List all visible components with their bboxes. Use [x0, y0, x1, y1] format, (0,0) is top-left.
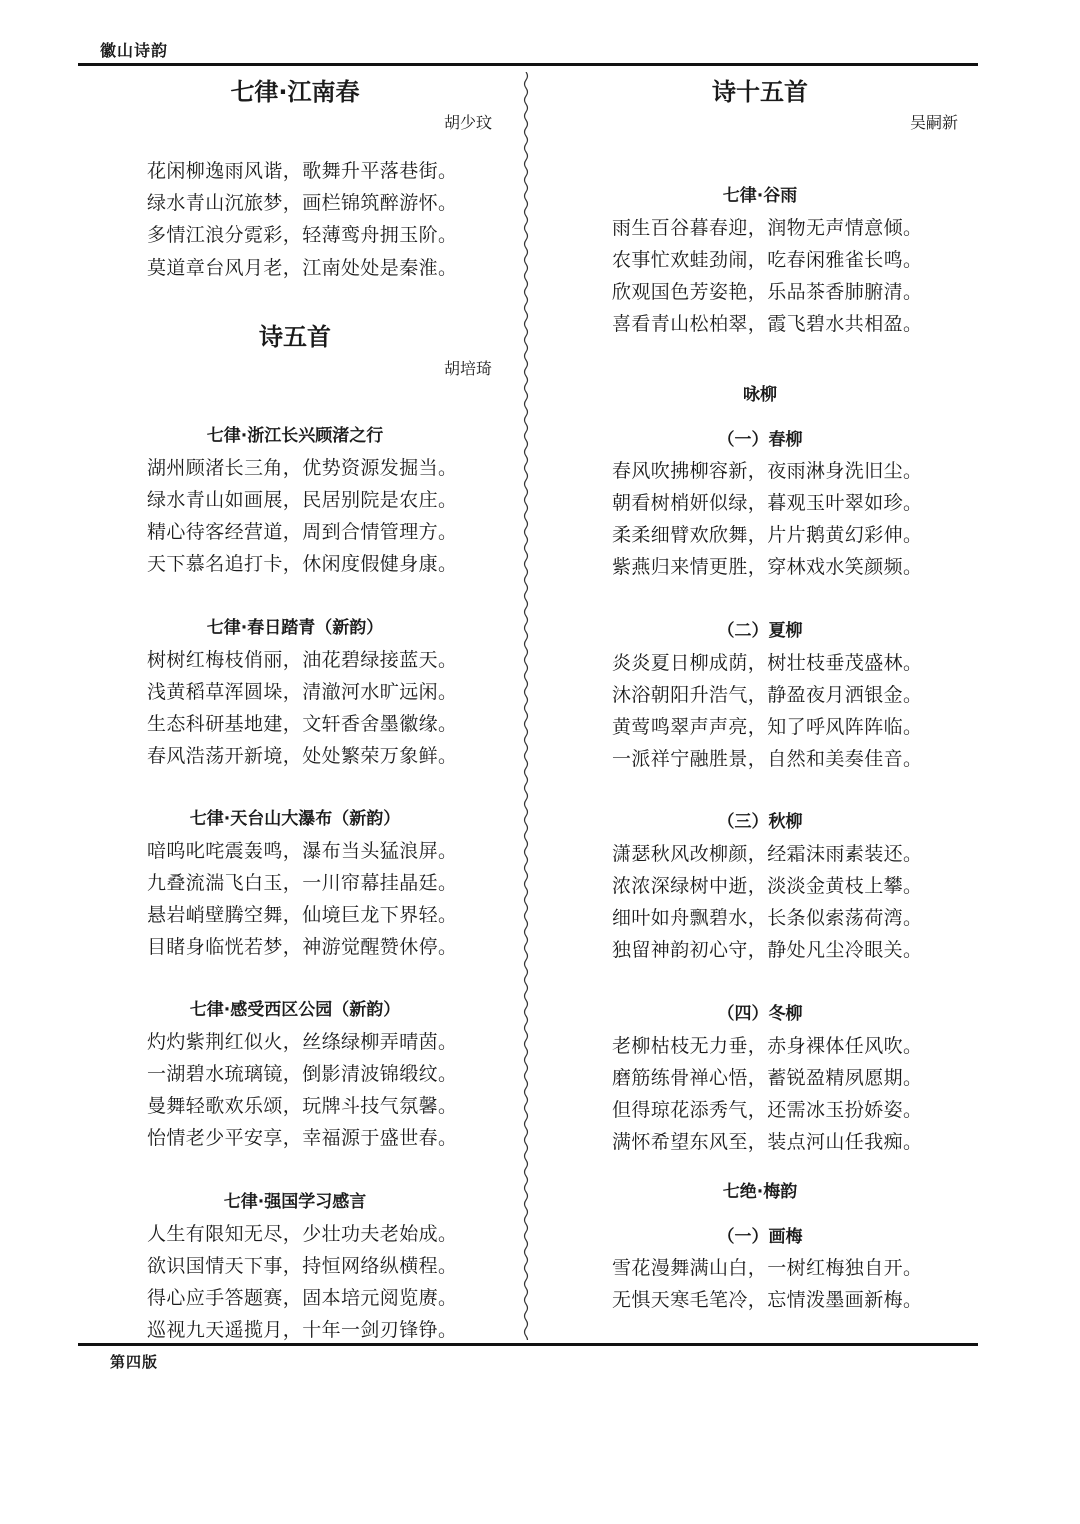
poem-line: 喑呜叱咤震轰鸣，瀑布当头猛浪屏。 — [147, 840, 458, 862]
poem-title-west-park: 七律·感受西区公园（新韵） — [189, 1000, 401, 1020]
poem-line: 九叠流湍飞白玉，一川帘幕挂晶廷。 — [147, 872, 458, 894]
poem-line: 柔柔细臂欢欣舞，片片鹅黄幻彩伸。 — [612, 524, 923, 546]
poem-line: 喜看青山松柏翠，霞飞碧水共相盈。 — [612, 313, 923, 335]
section-title-five-poems: 诗五首 — [259, 323, 331, 351]
poem-title-tiantai-waterfall: 七律·天台山大瀑布（新韵） — [189, 809, 401, 829]
subtitle-winter-willow: （四）冬柳 — [717, 1004, 803, 1024]
poem-title-yongliu: 咏柳 — [743, 385, 777, 405]
poem-title-study-reflection: 七律·强国学习感言 — [223, 1192, 367, 1212]
poem-line: 生态科研基地建，文轩香舍墨徽缘。 — [147, 713, 458, 735]
author-hu-shaomin: 胡少玟 — [443, 113, 492, 132]
poem-line: 浓浓深绿树中逝，淡淡金黄枝上攀。 — [612, 875, 923, 897]
masthead: 徽山诗韵 — [100, 41, 169, 60]
poem-line: 磨筋练骨禅心悟，蓄锐盈精夙愿期。 — [612, 1067, 923, 1089]
bottom-rule — [78, 1343, 978, 1346]
poem-line: 巡视九天遥揽月，十年一剑刃锋铮。 — [147, 1319, 458, 1341]
subtitle-paint-plum: （一）画梅 — [717, 1227, 803, 1247]
poem-line: 潇瑟秋风改柳颜，经霜沫雨素装还。 — [612, 843, 923, 865]
section-title-fifteen-poems: 诗十五首 — [712, 78, 808, 106]
poem-line: 绿水青山如画展，民居别院是农庄。 — [147, 489, 458, 511]
column-divider — [519, 72, 533, 1340]
page-footer-edition: 第四版 — [110, 1353, 159, 1371]
poem-line: 满怀希望东风至，装点河山任我痴。 — [612, 1131, 923, 1153]
poem-line: 花闲柳逸雨风谐，歌舞升平落巷街。 — [147, 160, 458, 182]
poem-line: 春风浩荡开新境，处处繁荣万象鲜。 — [147, 745, 458, 767]
poem-title-jiangnan-chun: 七律·江南春 — [230, 78, 360, 106]
poem-line: 独留神韵初心守，静处凡尘冷眼关。 — [612, 939, 923, 961]
poem-title-guzhu: 七律·浙江长兴顾渚之行 — [206, 426, 384, 446]
poem-line: 沐浴朝阳升浩气，静盈夜月洒银金。 — [612, 684, 923, 706]
subtitle-autumn-willow: （三）秋柳 — [717, 812, 803, 832]
poem-line: 湖州顾渚长三角，优势资源发掘当。 — [147, 457, 458, 479]
poem-line: 雪花漫舞满山白，一树红梅独自开。 — [612, 1257, 923, 1279]
poem-line: 春风吹拂柳容新，夜雨淋身洗旧尘。 — [612, 460, 923, 482]
poem-title-spring-outing: 七律·春日踏青（新韵） — [206, 618, 384, 638]
author-hu-peiqi: 胡培琦 — [443, 359, 492, 378]
poem-line: 灼灼紫荆红似火，丝绦绿柳弄晴茵。 — [147, 1031, 458, 1053]
poem-line: 但得琼花添秀气，还需冰玉扮娇姿。 — [612, 1099, 923, 1121]
poem-line: 细叶如舟飘碧水，长条似索荡荷湾。 — [612, 907, 923, 929]
poem-line: 老柳枯枝无力垂，赤身裸体任风吹。 — [612, 1035, 923, 1057]
poem-line: 一派祥宁融胜景，自然和美奏佳音。 — [612, 748, 923, 770]
top-rule — [78, 63, 978, 66]
poem-line: 欲识国情天下事，持恒网络纵横程。 — [147, 1255, 458, 1277]
poem-title-meiyun: 七绝·梅韵 — [722, 1182, 798, 1202]
poem-line: 精心待客经营道，周到合情管理方。 — [147, 521, 458, 543]
author-wu-sixin: 吴嗣新 — [909, 113, 958, 132]
poem-line: 多情江浪分霓彩，轻薄鸾舟拥玉阶。 — [147, 224, 458, 246]
poem-line: 炎炎夏日柳成荫，树壮枝垂茂盛林。 — [612, 652, 923, 674]
poem-line: 怡情老少平安享，幸福源于盛世春。 — [147, 1127, 458, 1149]
poem-line: 悬岩峭壁腾空舞，仙境巨龙下界轻。 — [147, 904, 458, 926]
poem-line: 莫道章台风月老，江南处处是秦淮。 — [147, 257, 458, 279]
poem-line: 浅黄稻草浑圆垛，清澈河水旷远闲。 — [147, 681, 458, 703]
poem-line: 农事忙欢蛙劲闹，吃春闲雅雀长鸣。 — [612, 249, 923, 271]
poem-line: 无惧天寒毛笔冷，忘情泼墨画新梅。 — [612, 1289, 923, 1311]
poem-line: 绿水青山沉旅梦，画栏锦筑醉游怀。 — [147, 192, 458, 214]
poem-line: 雨生百谷暮春迎，润物无声情意倾。 — [612, 217, 923, 239]
poem-line: 得心应手答题赛，固本培元阅览赓。 — [147, 1287, 458, 1309]
poem-line: 树树红梅枝俏丽，油花碧绿接蓝天。 — [147, 649, 458, 671]
subtitle-spring-willow: （一）春柳 — [717, 430, 803, 450]
poem-line: 一湖碧水琉璃镜，倒影清波锦缎纹。 — [147, 1063, 458, 1085]
poem-line: 目睹身临恍若梦，神游觉醒赞休停。 — [147, 936, 458, 958]
poem-line: 天下慕名追打卡，休闲度假健身康。 — [147, 553, 458, 575]
poem-line: 曼舞轻歌欢乐颂，玩牌斗技气氛馨。 — [147, 1095, 458, 1117]
subtitle-summer-willow: （二）夏柳 — [717, 621, 803, 641]
poem-line: 紫燕归来情更胜，穿林戏水笑颜频。 — [612, 556, 923, 578]
poem-line: 人生有限知无尽，少壮功夫老始成。 — [147, 1223, 458, 1245]
poem-line: 黄莺鸣翠声声亮，知了呼风阵阵临。 — [612, 716, 923, 738]
poem-title-guyu: 七律·谷雨 — [722, 186, 798, 206]
poem-line: 欣观国色芳姿艳，乐品茶香肺腑清。 — [612, 281, 923, 303]
poem-line: 朝看树梢妍似绿，暮观玉叶翠如珍。 — [612, 492, 923, 514]
